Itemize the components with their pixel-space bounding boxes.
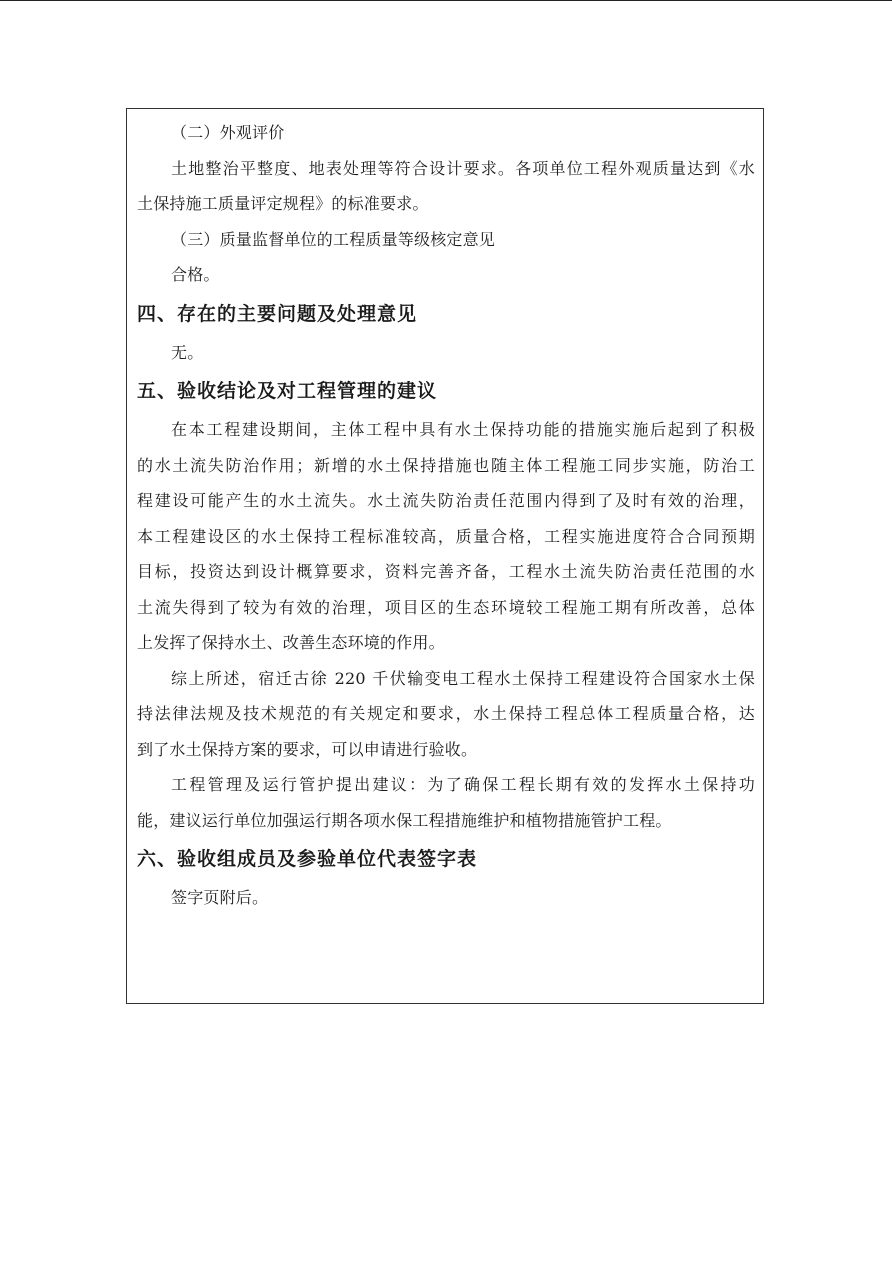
grade-subtitle: （三）质量监督单位的工程质量等级核定意见 [171,229,496,249]
conclusion-p1-line-1: 在本工程建设期间，主体工程中具有水土保持功能的措施实施后起到了积极 [171,420,755,439]
conclusion-p2-line-3: 到了水土保持方案的要求，可以申请进行验收。 [137,739,478,759]
issues-text: 无。 [171,342,204,362]
conclusion-p3-line-2: 能，建议运行单位加强运行期各项水保工程措施维护和植物措施管护工程。 [137,810,672,830]
conclusion-p1-line-5: 目标，投资达到设计概算要求，资料完善齐备，工程水土流失防治责任范围的水 [137,562,755,581]
appearance-subtitle: （二）外观评价 [171,123,285,142]
conclusion-p1-line-2: 的水土流失防治作用；新增的水土保持措施也随主体工程施工同步实施，防治工 [137,455,755,475]
conclusion-p1-line-7: 上发挥了保持水土、改善生态环境的作用。 [137,633,445,652]
issues-heading: 四、存在的主要问题及处理意见 [137,302,418,325]
conclusion-heading: 五、验收结论及对工程管理的建议 [137,380,438,402]
conclusion-p2-line-2: 持法律法规及技术规范的有关规定和要求，水土保持工程总体工程质量合格，达 [137,704,755,723]
grade-text: 合格。 [171,265,220,284]
appearance-line-2: 土保持施工质量评定规程》的标准要求。 [137,194,429,213]
conclusion-p3-line-1: 工程管理及运行管护提出建议：为了确保工程长期有效的发挥水土保持功 [171,775,755,794]
conclusion-p1-line-4: 本工程建设区的水土保持工程标准较高，质量合格，工程实施进度符合合同预期 [137,526,755,546]
document-body [137,115,755,916]
conclusion-p1-line-3: 程建设可能产生的水土流失。水土流失防治责任范围内得到了及时有效的治理， [137,491,755,510]
document-table-cell [126,108,764,1004]
page-top-border [0,0,892,1]
conclusion-p1-line-6: 土流失得到了较为有效的治理，项目区的生态环境较工程施工期有所改善，总体 [137,597,755,617]
conclusion-p2-line-1: 综上所述，宿迁古徐 220 千伏输变电工程水土保持工程建设符合国家水土保 [171,668,755,688]
signatures-heading: 六、验收组成员及参验单位代表签字表 [137,848,478,870]
signatures-text: 签字页附后。 [171,888,269,907]
appearance-line-1: 土地整治平整度、地表处理等符合设计要求。各项单位工程外观质量达到《水 [171,158,755,178]
